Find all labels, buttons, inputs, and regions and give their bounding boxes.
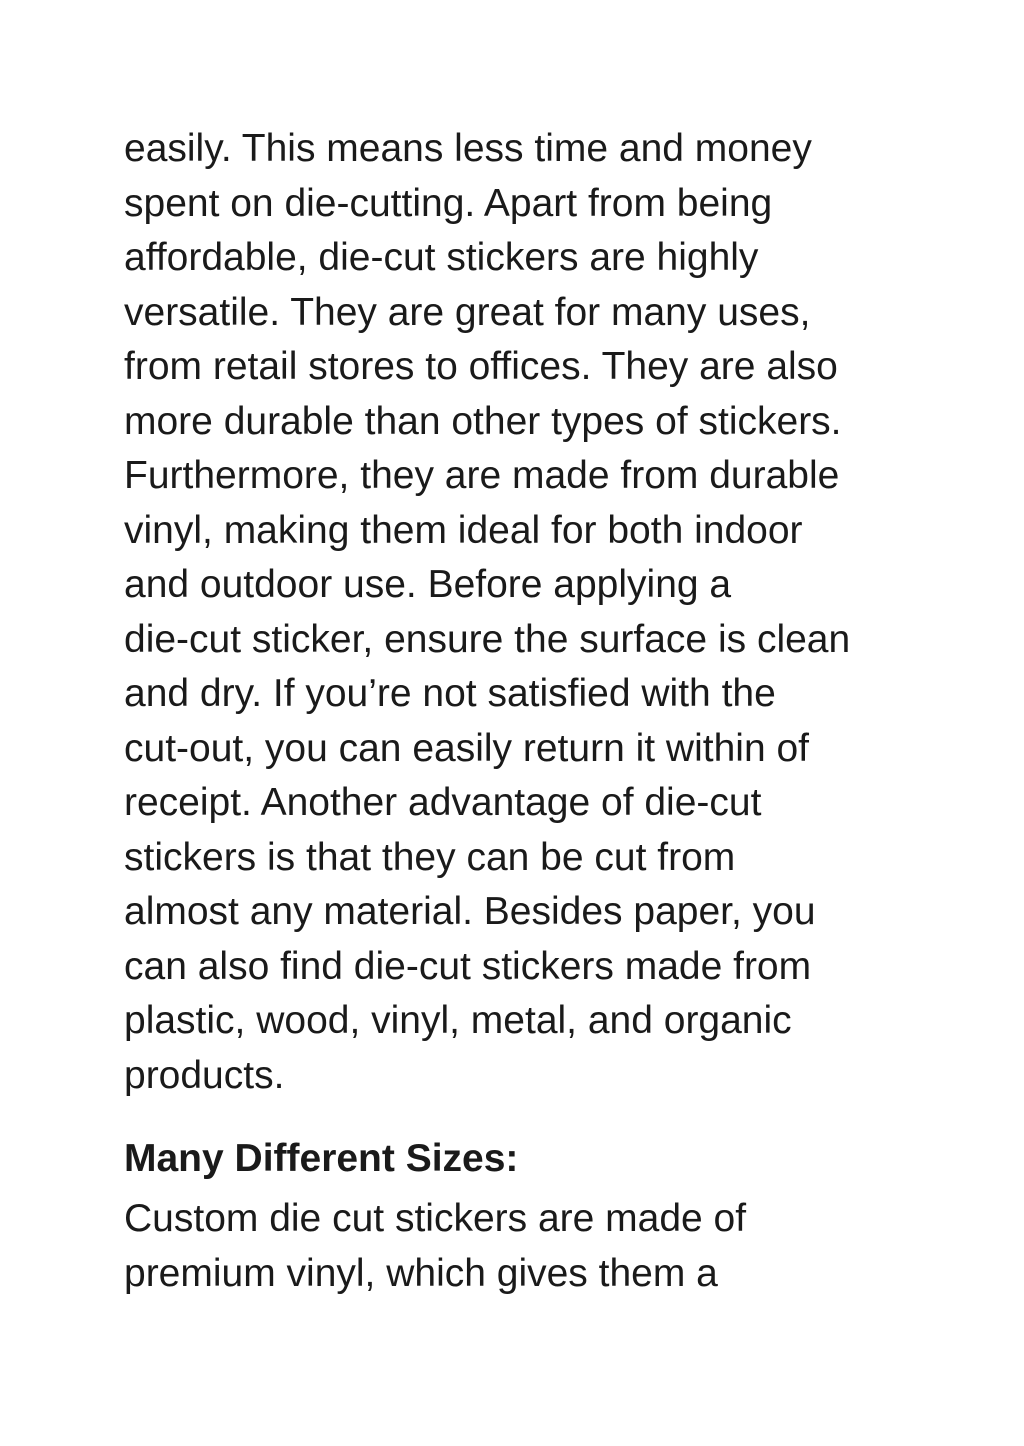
paragraph-line: Custom die cut stickers are made of (124, 1197, 747, 1240)
body-paragraph (124, 122, 924, 1103)
paragraph-line: premium vinyl, which gives them a (124, 1251, 718, 1295)
section-heading: Many Different Sizes: (124, 1137, 519, 1180)
section-heading-wrapper (124, 1132, 924, 1186)
paragraph-line: versatile. They are great for many uses, (124, 290, 811, 334)
paragraph-line: affordable, die-cut stickers are highly (124, 236, 759, 279)
paragraph-line: easily. This means less time and money (124, 127, 812, 170)
paragraph-line: stickers is that they can be cut from (124, 835, 736, 879)
paragraph-line: cut-out, you can easily return it within of (124, 726, 809, 770)
paragraph-line: spent on die-cutting. Apart from being (124, 181, 773, 225)
paragraph-line: Furthermore, they are made from durable (124, 454, 840, 497)
paragraph-line: almost any material. Besides paper, you (124, 890, 816, 933)
paragraph-line: products. (124, 1053, 285, 1097)
section-paragraph (124, 1192, 924, 1301)
paragraph-line: and outdoor use. Before applying a (124, 563, 732, 606)
paragraph-line: plastic, wood, vinyl, metal, and organic (124, 999, 792, 1042)
paragraph-line: from retail stores to offices. They are also (124, 345, 838, 388)
paragraph-line: vinyl, making them ideal for both indoor (124, 508, 803, 552)
paragraph-line: more durable than other types of stickers. (124, 399, 842, 443)
paragraph-line: and dry. If you’re not satisfied with the (124, 672, 776, 715)
paragraph-line: receipt. Another advantage of die-cut (124, 781, 762, 824)
paragraph-line: can also find die-cut stickers made from (124, 944, 812, 988)
paragraph-line: die-cut sticker, ensure the surface is clean (124, 617, 851, 661)
